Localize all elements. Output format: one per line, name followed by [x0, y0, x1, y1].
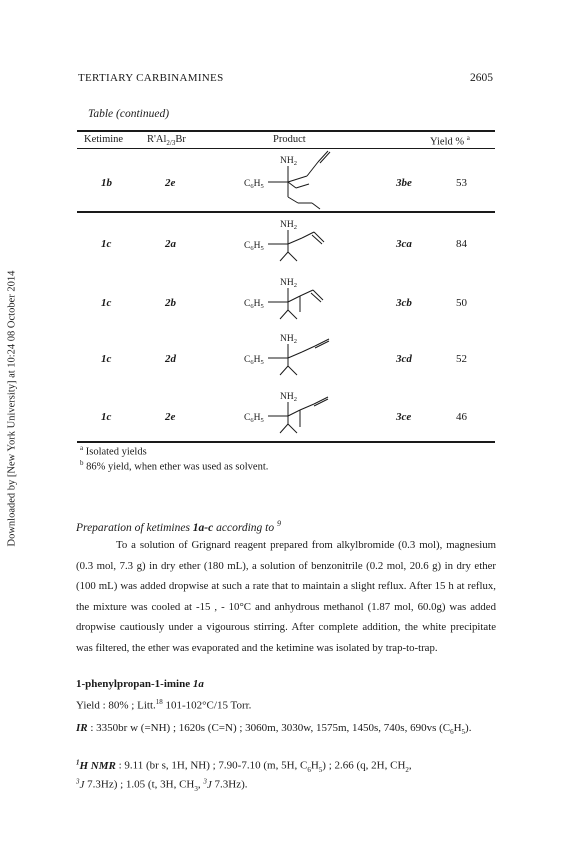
cell-product-label: 3cd — [396, 353, 412, 365]
phenyl-label: $C_6H_5$ — [244, 413, 264, 424]
cell-ketimine: 1c — [101, 411, 112, 423]
nmr-line-2: $^3$J 7.3Hz) ; 1.05 (t, 3H, $CH_3$, $^3$J 7.3Hz). — [76, 777, 248, 793]
cell-reagent: 2d — [165, 353, 176, 365]
structure-3cd — [268, 339, 329, 375]
structure-3ce — [268, 397, 328, 433]
cell-ketimine: 1c — [101, 353, 112, 365]
col-ketimine: Ketimine — [84, 134, 124, 145]
cell-reagent: 2b — [165, 297, 176, 309]
structure-3ca — [268, 230, 324, 261]
cell-product-label: 3cb — [396, 297, 412, 309]
structure-3be — [268, 151, 330, 209]
ir-line: IR : 3350br w (=NH) ; 1620s (C=N) ; 3060m, 3030w, 1575m, 1450s, 740s, 690vs $(C_6H_5)$. — [76, 722, 472, 737]
nh2-label: $NH_2$ — [280, 220, 297, 231]
cell-yield: 50 — [456, 297, 467, 309]
nh2-label: $NH_2$ — [280, 278, 297, 289]
nh2-label: $NH_2$ — [280, 392, 297, 403]
col-product: Product — [273, 134, 306, 145]
table-caption: Table (continued) — [88, 108, 170, 120]
col-reagent: $R'Al_{2/3}Br$ — [147, 134, 186, 148]
section-heading: Preparation of ketimines 1a-c according to $^9$ — [76, 519, 282, 534]
cell-yield: 53 — [456, 177, 467, 189]
phenyl-label: $C_6H_5$ — [244, 241, 264, 252]
cell-yield: 84 — [456, 238, 467, 250]
nh2-label: $NH_2$ — [280, 334, 297, 345]
cell-ketimine: 1c — [101, 238, 112, 250]
cell-reagent: 2a — [165, 238, 176, 250]
phenyl-label: $C_6H_5$ — [244, 299, 264, 310]
procedure-paragraph: To a solution of Grignard reagent prepared from alkylbromide (0.3 mol), magnesium (0.3 mol, 7.3 g) in dry ether (180 mL), a solution of benzonitrile (0.2 mol, 20.6 g) in dry ether (100 mL) was added dropwise at such a rate that to maintain a slight reflux. After 15 h at reflux, the mixture was cooled at -15 , - 10°C and anhydrous methanol (1.87 mol, 60.0g) was added dropwise cautiously under a vigourous stirring. After complete addition, the white precipitate was filtered, the ether was evaporated and the ketimine was isolated by trap-to-trap. — [76, 539, 496, 654]
yield-line: Yield : 80% ; Litt.$^{18}$ 101-102°C/15 Torr. — [76, 698, 252, 712]
download-watermark: Downloaded by [New York University] at 10:24 08 October 2014 — [6, 270, 18, 547]
phenyl-label: $C_6H_5$ — [244, 355, 264, 366]
page-number: 2605 — [470, 72, 493, 84]
nh2-label: $NH_2$ — [280, 156, 297, 167]
cell-yield: 52 — [456, 353, 467, 365]
structure-3cb — [268, 288, 323, 319]
footnote-a: $^a$ Isolated yields — [80, 444, 147, 458]
cell-ketimine: 1c — [101, 297, 112, 309]
cell-reagent: 2e — [165, 411, 176, 423]
cell-product-label: 3be — [396, 177, 412, 189]
running-title: TERTIARY CARBINAMINES — [78, 72, 224, 84]
cell-yield: 46 — [456, 411, 467, 423]
nmr-line-1: $^1$H NMR : 9.11 (br s, 1H, NH) ; 7.90-7.10 (m, 5H, $C_6H_5$) ; 2.66 (q, 2H, $CH_2$, — [76, 758, 412, 774]
cell-ketimine: 1b — [101, 177, 112, 189]
footnote-b: $^b$ 86% yield, when ether was used as solvent. — [80, 459, 269, 473]
phenyl-label: $C_6H_5$ — [244, 179, 264, 190]
cell-reagent: 2e — [165, 177, 176, 189]
cell-product-label: 3ca — [396, 238, 412, 250]
col-yield: Yield % $^a$ — [430, 134, 470, 148]
cell-product-label: 3ce — [396, 411, 412, 423]
compound-name: 1-phenylpropan-1-imine 1a — [76, 678, 204, 690]
